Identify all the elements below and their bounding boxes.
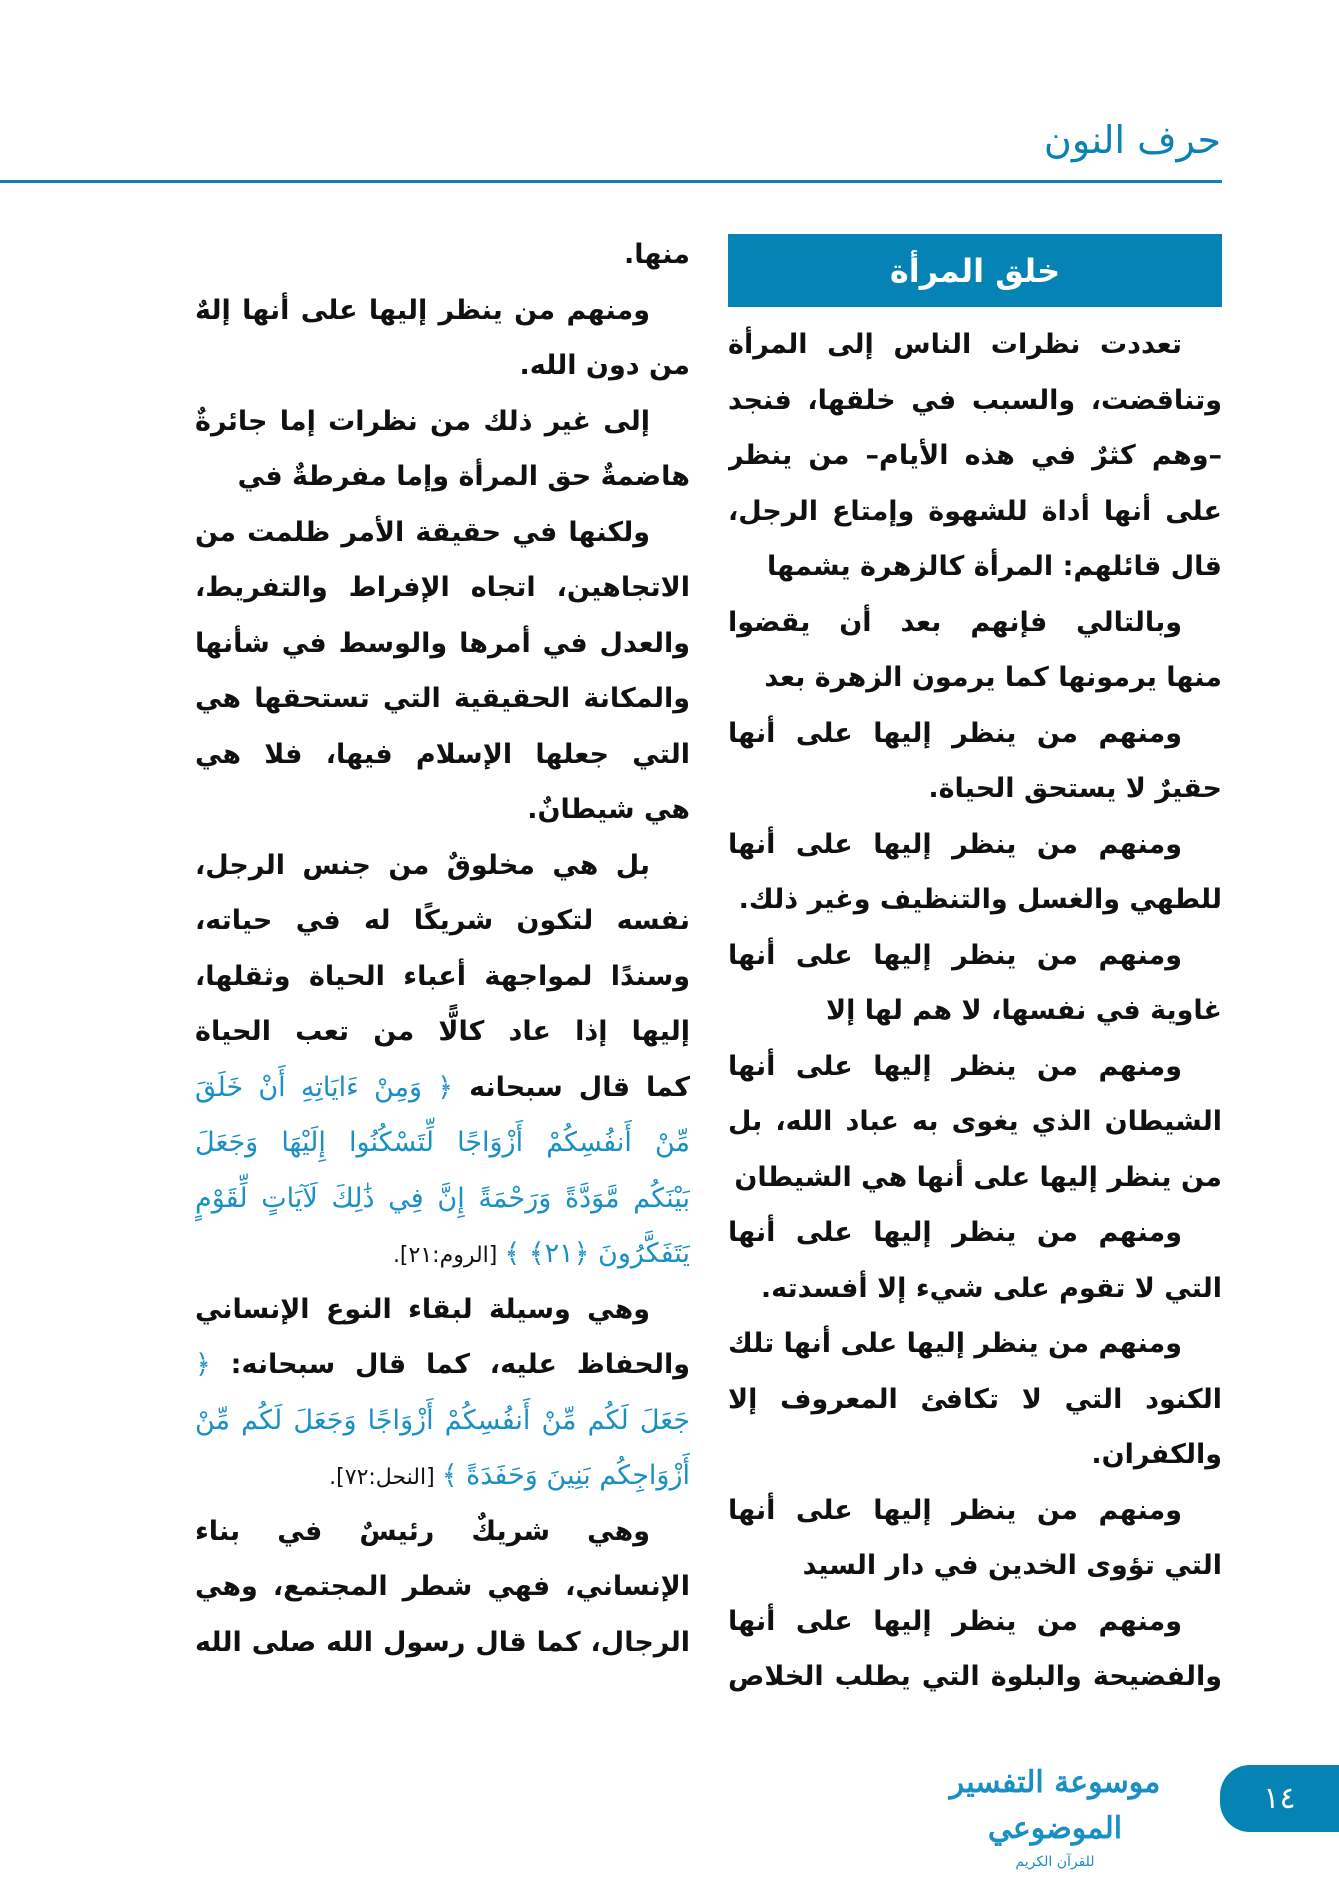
paragraph [728,1483,1222,1594]
body-text: منها يرمونها كما يرمون الزهرة بعد [764,662,1222,693]
body-text: على أنها أداة للشهوة وإمتاع الرجل، [728,495,1222,527]
text-line [728,428,1222,484]
page-number: ١٤ [1220,1765,1339,1832]
body-text: نفسه لتكون شريكًا له في حياته، [195,905,690,936]
body-text: ومنهم من ينظر إليها على أنها تلك [728,1328,1182,1359]
verse-reference: [الروم:٢١]. [392,1243,505,1268]
body-text: –وهم كثرٌ في هذه الأيام– من ينظر [728,440,1222,471]
text-line [728,1372,1222,1428]
body-text: إلى غير ذلك من نظرات إما جائرةٌ [195,405,650,437]
text-line [195,1504,690,1560]
body-text: وهي وسيلة لبقاء النوع الإنساني [195,1293,650,1325]
text-line [728,484,1222,540]
text-line [728,872,1222,928]
text-line [195,782,690,838]
text-line [728,1150,1222,1206]
text-line [728,1649,1222,1705]
text-line [728,706,1222,762]
body-text: غاوية في نفسها، لا هم لها إلا [826,995,1222,1026]
body-text: ومنهم من ينظر إليها على أنها [728,717,1182,749]
body-text: قال قائلهم: المرأة كالزهرة يشمها [766,551,1222,582]
encyclopedia-logo [930,1760,1180,1870]
text-line [728,1316,1222,1372]
text-line [728,373,1222,429]
body-text: للطهي والغسل والتنظيف وغير ذلك. [738,884,1222,915]
body-text: وسندًا لمواجهة أعباء الحياة وثقلها، [195,960,690,992]
body-text: وتناقضت، والسبب في خلقها، فنجد [728,384,1222,416]
body-text: الرجال، كما قال رسول الله صلى الله [195,1626,690,1658]
text-line [195,338,690,394]
text-line [195,1337,690,1393]
body-text: الشيطان الذي يغوى به عباد الله، بل [728,1106,1222,1137]
body-text: ومنهم من ينظر إليها على أنها [728,1494,1182,1526]
section-title: خلق المرأة [728,234,1222,307]
text-line [728,539,1222,595]
paragraph [728,928,1222,1039]
text-line [728,761,1222,817]
text-line [195,1282,690,1338]
quran-verse: ﴿ [195,1349,211,1380]
paragraph [728,817,1222,928]
text-line [195,1226,690,1282]
paragraph [195,227,690,283]
left-column-body [195,227,690,1670]
text-line [728,1483,1222,1539]
body-text: حقيرٌ لا يستحق الحياة. [928,773,1222,804]
text-line [728,1094,1222,1150]
text-line [195,394,690,450]
text-line [728,1594,1222,1650]
body-text: ومنهم من ينظر إليها على أنها [728,1605,1182,1637]
text-line [195,893,690,949]
header-rule [0,180,1222,183]
body-text: إليها إذا عاد كالًّا من تعب الحياة [195,1016,690,1047]
paragraph [728,1316,1222,1483]
running-head-title: حرف النون [1043,118,1221,162]
quran-verse: مِّنْ أَنفُسِكُمْ أَزْوَاجًا لِّتَسْكُنُوا إِلَيْهَا وَجَعَلَ [195,1127,690,1158]
body-text: بل هي مخلوقٌ من جنس الرجل، [195,849,650,881]
text-line [195,1171,690,1227]
body-text: والعدل في أمرها والوسط في شأنها [195,627,690,659]
text-line [728,1205,1222,1261]
body-text: وهي شريكٌ رئيسٌ في بناء [195,1515,650,1547]
text-line [195,949,690,1005]
text-line [728,595,1222,651]
text-line [195,1004,690,1060]
body-text: والمكانة الحقيقية التي تستحقها هي [195,683,690,714]
body-text: ومنهم من ينظر إليها على أنها [728,939,1182,971]
text-line [195,1615,690,1671]
text-line [195,616,690,672]
body-text: التي لا تقوم على شيء إلا أفسدته. [760,1272,1222,1304]
body-text: ولكنها في حقيقة الأمر ظلمت من [195,516,650,548]
body-text: والحفاظ عليه، كما قال سبحانه: [210,1349,690,1380]
text-line [195,283,690,339]
body-text: والكفران. [1091,1439,1222,1470]
body-text: والفضيحة والبلوة التي يطلب الخلاص [728,1661,1222,1692]
paragraph [195,505,690,838]
body-text: من دون الله. [519,350,690,381]
logo-title: موسوعة التفسير الموضوعي [949,1765,1161,1846]
body-text: ومنهم من ينظر إليها على أنها [728,1217,1182,1248]
body-text: الإنساني، فهي شطر المجتمع، وهي [195,1571,690,1602]
paragraph [195,394,690,505]
quran-verse: يَتَفَكَّرُونَ ﴿٢١﴾ ﴾ [504,1238,690,1269]
text-line [195,560,690,616]
paragraph [195,1504,690,1671]
right-column [728,234,1222,1705]
paragraph [728,595,1222,706]
body-text: هاضمةٌ حق المرأة وإما مفرطةٌ في [237,461,690,492]
text-line [195,1060,690,1116]
text-line [195,449,690,505]
paragraph [728,1205,1222,1316]
text-line [195,1448,690,1504]
paragraph [728,706,1222,817]
body-text: هي شيطانٌ. [527,794,690,825]
text-line [195,1115,690,1171]
text-line [728,1261,1222,1317]
text-line [195,727,690,783]
text-line [728,1427,1222,1483]
quran-verse: ﴿ وَمِنْ ءَايَاتِهِ أَنْ خَلَقَ [195,1071,454,1103]
body-text: تعددت نظرات الناس إلى المرأة [728,329,1182,360]
body-text: كما قال سبحانه [453,1071,690,1103]
verse-reference: [النحل:٧٢]. [329,1465,442,1490]
right-column-body [728,317,1222,1705]
text-line [728,983,1222,1039]
text-line [728,317,1222,373]
quran-verse: جَعَلَ لَكُم مِّنْ أَنفُسِكُمْ أَزْوَاجًا وَجَعَلَ لَكُم مِّنْ [195,1404,690,1436]
text-line [195,1393,690,1449]
quran-verse: أَزْوَاجِكُم بَنِينَ وَحَفَدَةً ﴾ [441,1460,690,1491]
body-text: منها. [624,239,690,270]
paragraph [728,1594,1222,1705]
text-line [195,227,690,283]
body-text: ومنهم من ينظر إليها على أنها [728,828,1182,860]
paragraph [195,283,690,394]
text-line [195,505,690,561]
body-text: التي تؤوى الخدين في دار السيد [802,1550,1222,1581]
paragraph [728,317,1222,595]
body-text: الاتجاهين، اتجاه الإفراط والتفريط، [195,572,690,603]
body-text: التي جعلها الإسلام فيها، فلا هي [195,738,690,770]
body-text: من ينظر إليها على أنها هي الشيطان [734,1161,1222,1193]
body-text: ومنهم من ينظر إليها على أنها إلهٌ [195,294,650,326]
text-line [195,1559,690,1615]
text-line [728,1538,1222,1594]
text-line [728,1039,1222,1095]
left-column [195,227,690,1670]
logo-subtitle: للقرآن الكريم [1015,1854,1095,1870]
text-line [728,928,1222,984]
body-text: ومنهم من ينظر إليها على أنها [728,1050,1182,1082]
text-line [195,838,690,894]
body-text: وبالتالي فإنهم بعد أن يقضوا [728,606,1182,638]
text-line [195,671,690,727]
text-line [728,817,1222,873]
paragraph [195,838,690,1282]
text-line [728,650,1222,706]
quran-verse: بَيْنَكُم مَّوَدَّةً وَرَحْمَةً إِنَّ فِي ذَٰلِكَ لَآيَاتٍ لِّقَوْمٍ [195,1182,690,1214]
paragraph [195,1282,690,1504]
paragraph [728,1039,1222,1206]
body-text: الكنود التي لا تكافئ المعروف إلا [728,1383,1222,1415]
